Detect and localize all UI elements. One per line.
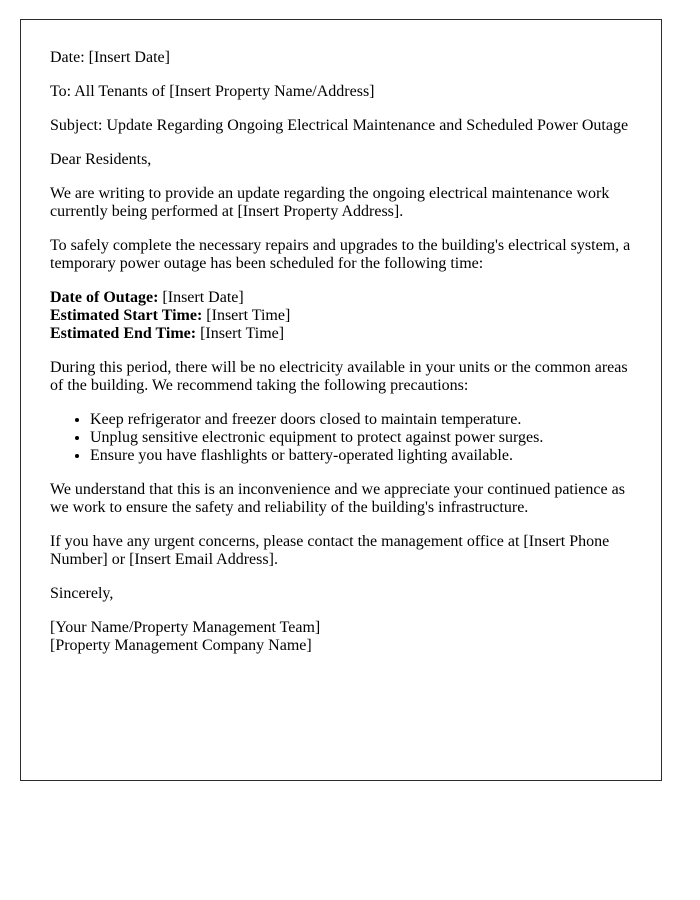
precaution-item: • Ensure you have flashlights or battery-operated lighting available. xyxy=(90,447,635,465)
outage-start-time-label: Estimated Start Time: xyxy=(50,307,203,324)
signature-block xyxy=(50,619,635,655)
date-line: Date: [Insert Date] xyxy=(50,49,170,66)
letter-document xyxy=(20,19,662,781)
subject-line: Subject: Update Regarding Ongoing Electrical Maintenance and Scheduled Power Outage xyxy=(50,117,629,134)
paragraph-outage-period: During this period, there will be no electricity available in your units or the common areas of the building. We recommend taking the following precautions: xyxy=(50,359,628,394)
outage-end-time-label: Estimated End Time: xyxy=(50,325,197,342)
precaution-item: • Keep refrigerator and freezer doors closed to maintain temperature. xyxy=(90,411,635,429)
signature-name-line: [Your Name/Property Management Team] xyxy=(50,619,321,636)
precautions-list xyxy=(50,411,635,465)
outage-date-value: [Insert Date] xyxy=(158,289,244,306)
paragraph-maintenance-update: We are writing to provide an update regarding the ongoing electrical maintenance work currently being performed at [Insert Property Address]. xyxy=(50,185,610,220)
signature-company-line: [Property Management Company Name] xyxy=(50,637,312,654)
to-line: To: All Tenants of [Insert Property Name/Address] xyxy=(50,83,375,100)
outage-start-time-value: [Insert Time] xyxy=(202,307,291,324)
paragraph-contact-info: If you have any urgent concerns, please contact the management office at [Insert Phone Number] or [Insert Email Address]. xyxy=(50,533,610,568)
paragraph-patience: We understand that this is an inconvenience and we appreciate your continued patience as we work to ensure the safety and reliability of the building's infrastructure. xyxy=(50,481,625,516)
outage-details-block xyxy=(50,289,635,343)
outage-end-time-value: [Insert Time] xyxy=(196,325,285,342)
outage-date-label: Date of Outage: xyxy=(50,289,159,306)
salutation: Dear Residents, xyxy=(50,151,152,168)
closing: Sincerely, xyxy=(50,585,114,602)
paragraph-outage-schedule: To safely complete the necessary repairs and upgrades to the building's electrical system, a temporary power outage has been scheduled for the following time: xyxy=(50,237,631,272)
precaution-item: • Unplug sensitive electronic equipment to protect against power surges. xyxy=(90,429,635,447)
